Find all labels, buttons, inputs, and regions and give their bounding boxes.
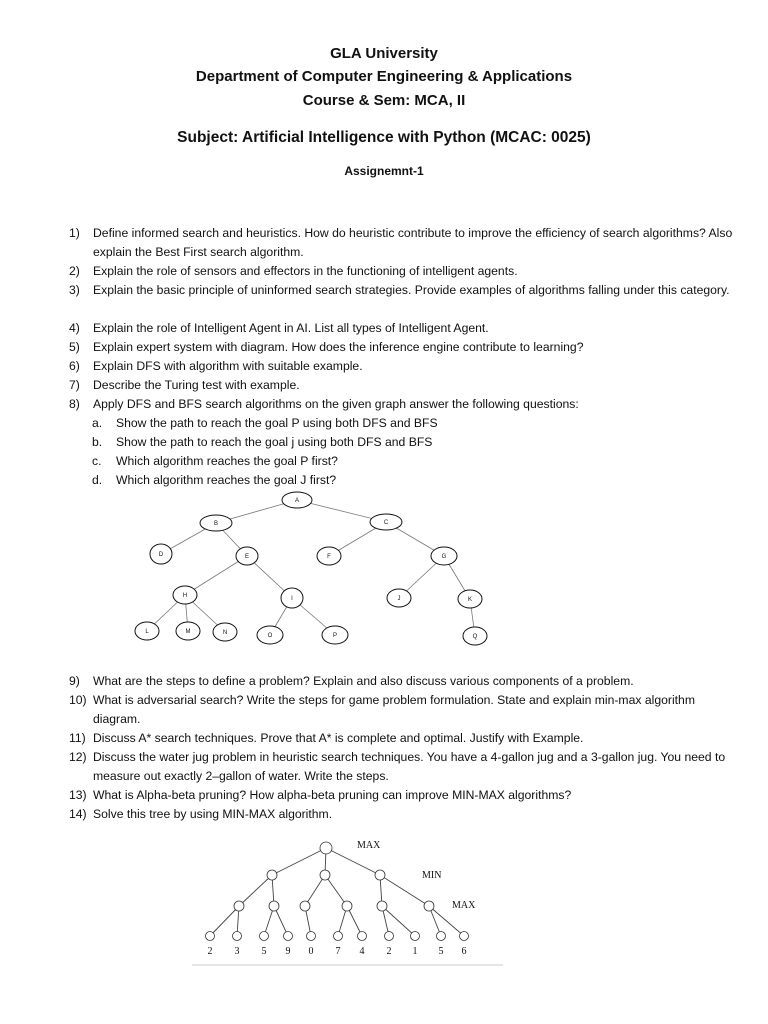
- graph-node-label: N: [222, 630, 228, 636]
- tree-node: [424, 901, 434, 911]
- graph-node-label: E: [244, 554, 250, 560]
- tree-node: [234, 901, 244, 911]
- graph-node-label: I: [291, 596, 293, 602]
- leaf-value: 0: [308, 946, 314, 957]
- graph-node-label: O: [267, 633, 273, 639]
- question-10: [69, 691, 734, 729]
- question-text: Define informed search and heuristics. How do heuristic contribute to improve the efficiency of search algorithms? Also explain the Best First search algorithm.: [93, 226, 733, 259]
- graph-node-label: Q: [472, 634, 478, 640]
- tree-level-label-max-2: MAX: [452, 900, 476, 911]
- tree-leaf: [334, 932, 343, 941]
- question-7: [69, 376, 734, 395]
- question-2: [69, 262, 734, 281]
- graph-node-label: M: [185, 629, 191, 635]
- question-number: 5): [69, 340, 80, 354]
- question-text: What are the steps to define a problem? Explain and also discuss various components of a problem.: [93, 674, 634, 688]
- university-name: GLA University: [330, 45, 438, 62]
- question-4: [69, 319, 734, 338]
- question-text: Explain DFS with algorithm with suitable example.: [93, 359, 363, 373]
- assignment-title: Assignemnt-1: [344, 164, 424, 178]
- tree-leaf: [260, 932, 269, 941]
- tree-leaf: [284, 932, 293, 941]
- question-text: Explain the role of sensors and effectors in the functioning of intelligent agents.: [93, 264, 518, 278]
- subquestion-b: [92, 433, 432, 452]
- tree-node: [342, 901, 352, 911]
- tree-node: [375, 870, 385, 880]
- question-text: Discuss A* search techniques. Prove that A* is complete and optimal. Justify with Example.: [93, 731, 584, 745]
- question-text: Discuss the water jug problem in heuristic search techniques. You have a 4-gallon jug and a 3-gallon jug. You need to measure out exactly 2–gallon of water. Write the steps.: [93, 750, 726, 783]
- question-number: 13): [69, 788, 87, 802]
- search-graph-diagram: [110, 488, 510, 648]
- question-number: 1): [69, 226, 80, 240]
- department-name: Department of Computer Engineering & Applications: [195, 68, 573, 85]
- subject-title: Subject: Artificial Intelligence with Python (MCAC: 0025): [177, 129, 591, 146]
- graph-node-label: D: [158, 552, 164, 558]
- question-number: 4): [69, 321, 80, 335]
- subquestion-letter: c.: [92, 454, 102, 468]
- question-text: Describe the Turing test with example.: [93, 378, 300, 392]
- tree-node: [269, 901, 279, 911]
- leaf-value: 3: [234, 946, 240, 957]
- graph-node-label: K: [467, 597, 473, 603]
- leaf-value: 2: [207, 946, 213, 957]
- leaf-value: 9: [285, 946, 291, 957]
- question-text: Explain expert system with diagram. How does the inference engine contribute to learning?: [93, 340, 584, 354]
- graph-node-label: P: [332, 633, 338, 639]
- question-12: [69, 748, 734, 786]
- question-13: [69, 786, 734, 805]
- graph-nodes: [135, 492, 487, 645]
- question-number: 6): [69, 359, 80, 373]
- question-text: Explain the role of Intelligent Agent in AI. List all types of Intelligent Agent.: [93, 321, 489, 335]
- subquestion-text: Show the path to reach the goal P using both DFS and BFS: [116, 416, 438, 430]
- question-11: [69, 729, 734, 748]
- graph-node-label: F: [327, 554, 331, 560]
- tree-leaf: [460, 932, 469, 941]
- subquestion-a: [92, 414, 438, 433]
- question-3: [69, 281, 734, 300]
- leaf-value: 1: [412, 946, 418, 957]
- subquestion-letter: d.: [92, 473, 103, 487]
- question-text: Solve this tree by using MIN-MAX algorithm.: [93, 807, 333, 821]
- question-text: Explain the basic principle of uninformed search strategies. Provide examples of algorithms falling under this category.: [93, 283, 730, 297]
- tree-level-label-max: MAX: [357, 840, 381, 851]
- question-text: What is Alpha-beta pruning? How alpha-beta pruning can improve MIN-MAX algorithms?: [93, 788, 572, 802]
- graph-node-label: B: [213, 521, 219, 527]
- tree-level-label-min: MIN: [422, 870, 442, 881]
- question-text: Apply DFS and BFS search algorithms on the given graph answer the following questions:: [93, 397, 579, 411]
- tree-node-root: [320, 842, 332, 854]
- tree-leaf: [358, 932, 367, 941]
- question-number: 2): [69, 264, 80, 278]
- subquestion-letter: a.: [92, 416, 103, 430]
- question-9: [69, 672, 734, 691]
- tree-leaf: [411, 932, 420, 941]
- leaf-value: 4: [359, 946, 365, 957]
- graph-node-label: G: [441, 554, 447, 560]
- leaf-value: 7: [335, 946, 341, 957]
- graph-node-label: L: [145, 629, 149, 635]
- subquestion-text: Which algorithm reaches the goal J first?: [116, 473, 337, 487]
- tree-node: [267, 870, 277, 880]
- subquestion-c: [92, 452, 338, 471]
- graph-node-label: C: [383, 520, 389, 526]
- tree-leaf: [437, 932, 446, 941]
- question-number: 14): [69, 807, 87, 821]
- leaf-value: 6: [461, 946, 467, 957]
- subquestion-letter: b.: [92, 435, 103, 449]
- subquestion-text: Which algorithm reaches the goal P first?: [116, 454, 338, 468]
- course-sem: Course & Sem: MCA, II: [302, 92, 466, 109]
- graph-node-label: J: [397, 596, 401, 602]
- graph-node-label: H: [182, 593, 188, 599]
- tree-node: [377, 901, 387, 911]
- question-number: 10): [69, 693, 87, 707]
- tree-leaf: [385, 932, 394, 941]
- question-5: [69, 338, 734, 357]
- leaf-value: 2: [386, 946, 392, 957]
- question-number: 12): [69, 750, 87, 764]
- question-number: 11): [69, 731, 86, 745]
- tree-node: [320, 870, 330, 880]
- question-number: 8): [69, 397, 80, 411]
- leaf-value: 5: [261, 946, 267, 957]
- graph-node-label: A: [294, 498, 300, 504]
- question-number: 3): [69, 283, 80, 297]
- question-14: [69, 805, 734, 824]
- tree-leaf: [233, 932, 242, 941]
- tree-leaf: [307, 932, 316, 941]
- question-number: 9): [69, 674, 80, 688]
- leaf-value: 5: [438, 946, 444, 957]
- minmax-tree-diagram: [190, 832, 505, 967]
- question-6: [69, 357, 734, 376]
- subquestion-text: Show the path to reach the goal j using both DFS and BFS: [116, 435, 433, 449]
- question-8: [69, 395, 734, 414]
- question-number: 7): [69, 378, 80, 392]
- tree-leaf: [206, 932, 215, 941]
- question-1: [69, 224, 734, 262]
- question-text: What is adversarial search? Write the steps for game problem formulation. State and explain min-max algorithm diagram.: [93, 693, 695, 726]
- tree-node: [300, 901, 310, 911]
